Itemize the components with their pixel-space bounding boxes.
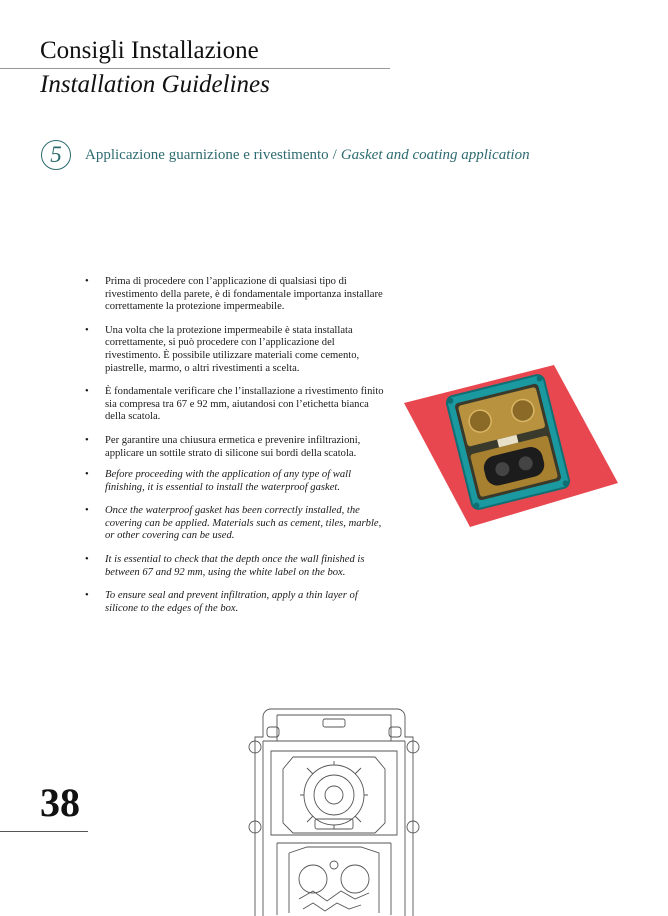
instructions-italian bbox=[84, 276, 384, 471]
page-number: 38 bbox=[40, 780, 80, 825]
step-heading bbox=[41, 140, 530, 170]
instructions-english bbox=[84, 469, 384, 626]
list-item: • Before proceeding with the application of any type of wall finishing, it is essential to install the waterproof gasket. bbox=[84, 469, 384, 494]
list-item: • È fondamentale verificare che l’installazione a rivestimento finito sia compresa tra 67 e 92 mm, aiutandosi con l’etichetta bianca della scatola. bbox=[84, 386, 384, 424]
step-title-separator: / bbox=[332, 146, 337, 163]
step-title bbox=[85, 147, 530, 164]
list-item: • Per garantire una chiusura ermetica e prevenire infiltrazioni, applicare un sottile strato di silicone sui bordi della scatola. bbox=[84, 435, 384, 460]
gasket-product-image bbox=[404, 365, 618, 527]
box-line-drawing bbox=[243, 703, 425, 916]
step-number-badge: 5 bbox=[41, 140, 71, 170]
list-item: • Once the waterproof gasket has been correctly installed, the covering can be applied. Materials such as cement, tiles, marble, or other covering can be used. bbox=[84, 505, 384, 543]
list-item: • It is essential to check that the depth once the wall finished is between 67 and 92 mm, using the white label on the box. bbox=[84, 554, 384, 579]
list-item: • To ensure seal and prevent infiltration, apply a thin layer of silicone to the edges of the box. bbox=[84, 590, 384, 615]
step-title-italian: Applicazione guarnizione e rivestimento bbox=[85, 146, 329, 163]
title-divider bbox=[0, 68, 390, 69]
step-title-english: Gasket and coating application bbox=[340, 146, 530, 163]
page-title-english: Installation Guidelines bbox=[40, 71, 270, 98]
page-number-divider bbox=[0, 831, 88, 832]
page-title-italian: Consigli Installazione bbox=[40, 37, 259, 64]
list-item: • Prima di procedere con l’applicazione di qualsiasi tipo di rivestimento della parete, è di fondamentale importanza installare correttamente la protezione impermeabile. bbox=[84, 276, 384, 314]
list-item: • Una volta che la protezione impermeabile è stata installata correttamente, si può procedere con l’applicazione del rivestimento. È possibile utilizzare materiali come cemento, piastrelle, marmo, o altri rivestimenti a scelta. bbox=[84, 325, 384, 375]
